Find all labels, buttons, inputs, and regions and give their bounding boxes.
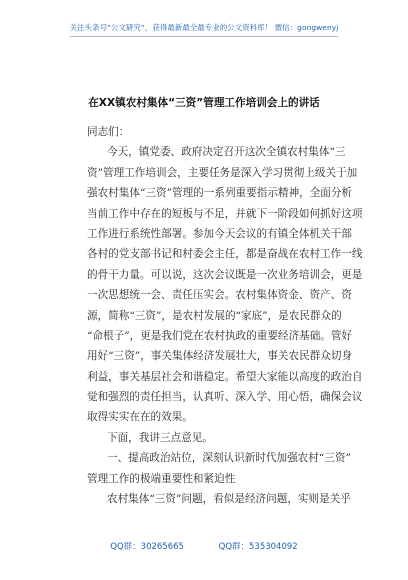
document-body xyxy=(87,118,363,509)
text-line: 强农村集体“三资”管理的一系列重要指示精神，全面分析 xyxy=(87,187,353,200)
text-line: 各村的党支部书记和村委会主任，都是奋战在农村工作一线 xyxy=(87,248,363,261)
text-line: 下面，我讲三点意见。 xyxy=(107,431,213,444)
page-footer xyxy=(0,540,408,552)
text-line: 利益，事关基层社会和谐稳定。希望大家能以高度的政治自 xyxy=(87,370,363,383)
paragraph-lines xyxy=(87,142,363,509)
text-line: 今天，镇党委、政府决定召开这次全镇农村集体“三 xyxy=(107,146,346,159)
header-divider xyxy=(70,36,338,37)
text-line: 当前工作中存在的短板与不足，并就下一阶段如何抓好这项 xyxy=(87,207,363,220)
text-line: 的骨干力量。可以说，这次会议既是一次业务培训会，更是 xyxy=(87,268,363,281)
text-line: 觉和强烈的责任担当，认真听、深入学、用心悟，确保会议 xyxy=(87,391,363,404)
text-line: 工作进行系统性部署。参加今天会议的有镇全体机关干部 xyxy=(87,227,352,240)
page-header-banner: 关注头条号“公文研究”，获得最新最全最专业的公文资料库！ 微信：gongwenyj xyxy=(69,23,339,32)
text-line: 农村集体“三资”问题，看似是经济问题，实则是关乎 xyxy=(107,493,351,506)
document-title: 在XX镇农村集体“三资”管理工作培训会上的讲话 xyxy=(88,97,320,109)
text-line: 源，简称“三资”，是农村发展的“家底”，是农民群众的 xyxy=(87,309,342,322)
greeting-line: 同志们： xyxy=(87,126,130,138)
footer-qq-group-1: QQ群：30265665 xyxy=(110,542,184,552)
text-line: 用好“三资”，事关集体经济发展壮大，事关农民群众切身 xyxy=(87,350,353,363)
footer-qq-group-2: QQ群：535304092 xyxy=(218,542,298,552)
text-line: 一、提高政治站位，深刻认识新时代加强农村“三资” xyxy=(107,452,351,465)
text-line: 资”管理工作培训会，主要任务是深入学习贯彻上级关于加 xyxy=(87,166,358,179)
text-line: 取得实实在在的效果。 xyxy=(87,411,193,424)
text-line: “命根子”，更是我们党在农村执政的重要经济基础。管好 xyxy=(87,329,353,342)
text-line: 管理工作的极端重要性和紧迫性 xyxy=(87,472,236,485)
text-line: 一次思想统一会、责任压实会。农村集体资金、资产、资 xyxy=(87,289,352,302)
